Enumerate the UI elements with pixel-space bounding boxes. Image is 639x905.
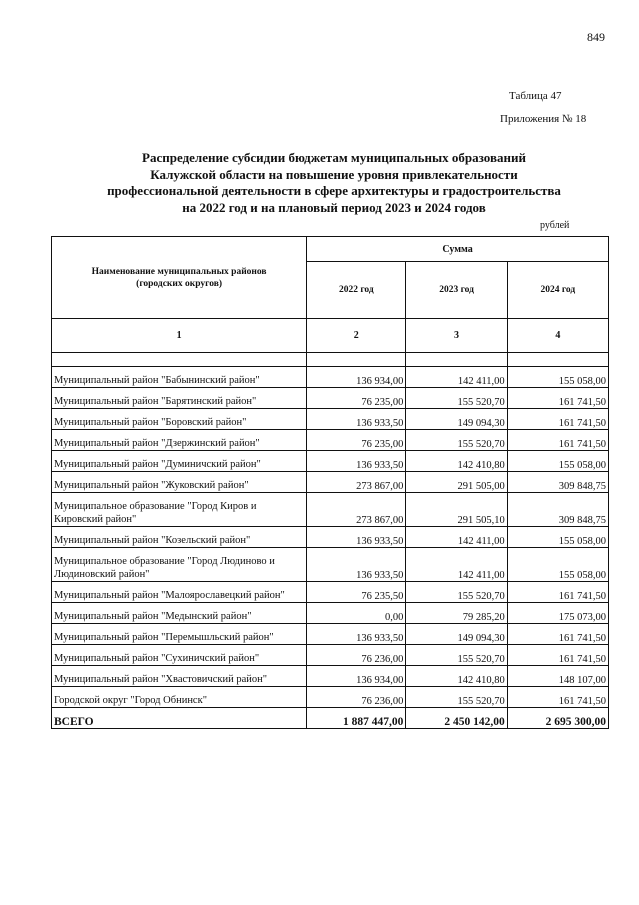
district-name: Муниципальный район "Малоярославецкий район" <box>52 582 307 603</box>
table-label: Таблица 47 <box>509 90 562 102</box>
table-row <box>52 603 609 624</box>
header-year-2023: 2023 год <box>406 262 507 319</box>
value-2023: 155 520,70 <box>406 687 507 708</box>
table-row <box>52 582 609 603</box>
district-name: Муниципальный район "Жуковский район" <box>52 472 307 493</box>
district-name: Муниципальное образование "Город Людиново и Людиновский район" <box>52 548 307 582</box>
value-2022: 273 867,00 <box>307 472 406 493</box>
value-2024: 155 058,00 <box>507 527 608 548</box>
value-2024: 161 741,50 <box>507 409 608 430</box>
title-line: профессиональной деятельности в сфере архитектуры и градостроительства <box>107 183 561 198</box>
table-row <box>52 687 609 708</box>
value-2023: 142 411,00 <box>406 367 507 388</box>
district-name: Муниципальный район "Дзержинский район" <box>52 430 307 451</box>
value-2023: 142 410,80 <box>406 451 507 472</box>
title-line: на 2022 год и на плановый период 2023 и 2024 годов <box>182 199 486 215</box>
value-2022: 76 236,00 <box>307 645 406 666</box>
title-line: Калужской области на повышение уровня привлекательности <box>150 166 518 182</box>
header-sum: Сумма <box>307 237 609 262</box>
value-2024: 161 741,50 <box>507 388 608 409</box>
value-2024: 161 741,50 <box>507 687 608 708</box>
table-row <box>52 430 609 451</box>
value-2024: 155 058,00 <box>507 451 608 472</box>
district-name: Муниципальный район "Козельский район" <box>52 527 307 548</box>
total-2022: 1 887 447,00 <box>307 708 406 729</box>
value-2022: 136 934,00 <box>307 367 406 388</box>
value-2023: 142 411,00 <box>406 548 507 582</box>
district-name: Муниципальный район "Хвастовичский район" <box>52 666 307 687</box>
district-name: Муниципальный район "Барятинский район" <box>52 388 307 409</box>
value-2022: 136 933,50 <box>307 409 406 430</box>
units-label: рублей <box>540 220 570 231</box>
table-row <box>52 409 609 430</box>
value-2024: 175 073,00 <box>507 603 608 624</box>
value-2022: 76 235,50 <box>307 582 406 603</box>
value-2023: 155 520,70 <box>406 430 507 451</box>
district-name: Муниципальный район "Боровский район" <box>52 409 307 430</box>
header-name-line1: Наименование муниципальных районов <box>91 266 267 277</box>
header-name-cell <box>52 237 307 319</box>
value-2023: 155 520,70 <box>406 645 507 666</box>
table-row <box>52 451 609 472</box>
title-line: Распределение субсидии бюджетам муниципальных образований <box>142 150 526 165</box>
district-name: Муниципальный район "Медынский район" <box>52 603 307 624</box>
table-row <box>52 472 609 493</box>
table-row <box>52 493 609 527</box>
value-2022: 76 235,00 <box>307 430 406 451</box>
total-2024: 2 695 300,00 <box>507 708 608 729</box>
table-row <box>52 666 609 687</box>
table-row <box>52 527 609 548</box>
value-2022: 136 933,50 <box>307 624 406 645</box>
value-2023: 155 520,70 <box>406 388 507 409</box>
value-2024: 161 741,50 <box>507 624 608 645</box>
value-2023: 79 285,20 <box>406 603 507 624</box>
value-2024: 155 058,00 <box>507 548 608 582</box>
table-row <box>52 645 609 666</box>
district-name: Муниципальный район "Сухиничский район" <box>52 645 307 666</box>
header-name-line2: (городских округов) <box>136 278 223 289</box>
col-number: 2 <box>307 319 406 353</box>
subsidy-table <box>51 236 609 729</box>
value-2022: 273 867,00 <box>307 493 406 527</box>
value-2024: 148 107,00 <box>507 666 608 687</box>
district-name: Муниципальное образование "Город Киров и Кировский район" <box>52 493 307 527</box>
table-row <box>52 367 609 388</box>
col-number: 1 <box>52 319 307 353</box>
page-number: 849 <box>587 30 605 44</box>
value-2023: 149 094,30 <box>406 409 507 430</box>
document-title <box>60 150 608 216</box>
value-2022: 76 236,00 <box>307 687 406 708</box>
value-2023: 142 411,00 <box>406 527 507 548</box>
total-label: ВСЕГО <box>52 708 307 729</box>
col-number: 4 <box>507 319 608 353</box>
total-2023: 2 450 142,00 <box>406 708 507 729</box>
header-year-2022: 2022 год <box>307 262 406 319</box>
value-2022: 76 235,00 <box>307 388 406 409</box>
district-name: Муниципальный район "Думиничский район" <box>52 451 307 472</box>
value-2024: 161 741,50 <box>507 645 608 666</box>
value-2022: 0,00 <box>307 603 406 624</box>
value-2024: 161 741,50 <box>507 430 608 451</box>
table-body <box>52 367 609 708</box>
value-2024: 161 741,50 <box>507 582 608 603</box>
header-year-2024: 2024 год <box>507 262 608 319</box>
value-2022: 136 933,50 <box>307 527 406 548</box>
col-number: 3 <box>406 319 507 353</box>
value-2023: 291 505,00 <box>406 472 507 493</box>
total-row <box>52 708 609 729</box>
value-2022: 136 933,50 <box>307 451 406 472</box>
appendix-label: Приложения № 18 <box>500 113 587 125</box>
value-2024: 309 848,75 <box>507 493 608 527</box>
value-2024: 309 848,75 <box>507 472 608 493</box>
table-row <box>52 388 609 409</box>
value-2022: 136 933,50 <box>307 548 406 582</box>
value-2024: 155 058,00 <box>507 367 608 388</box>
district-name: Муниципальный район "Бабынинский район" <box>52 367 307 388</box>
district-name: Муниципальный район "Перемышльский район" <box>52 624 307 645</box>
value-2023: 149 094,30 <box>406 624 507 645</box>
value-2022: 136 934,00 <box>307 666 406 687</box>
value-2023: 142 410,80 <box>406 666 507 687</box>
district-name: Городской округ "Город Обнинск" <box>52 687 307 708</box>
value-2023: 291 505,10 <box>406 493 507 527</box>
table-row <box>52 548 609 582</box>
value-2023: 155 520,70 <box>406 582 507 603</box>
table-row <box>52 624 609 645</box>
